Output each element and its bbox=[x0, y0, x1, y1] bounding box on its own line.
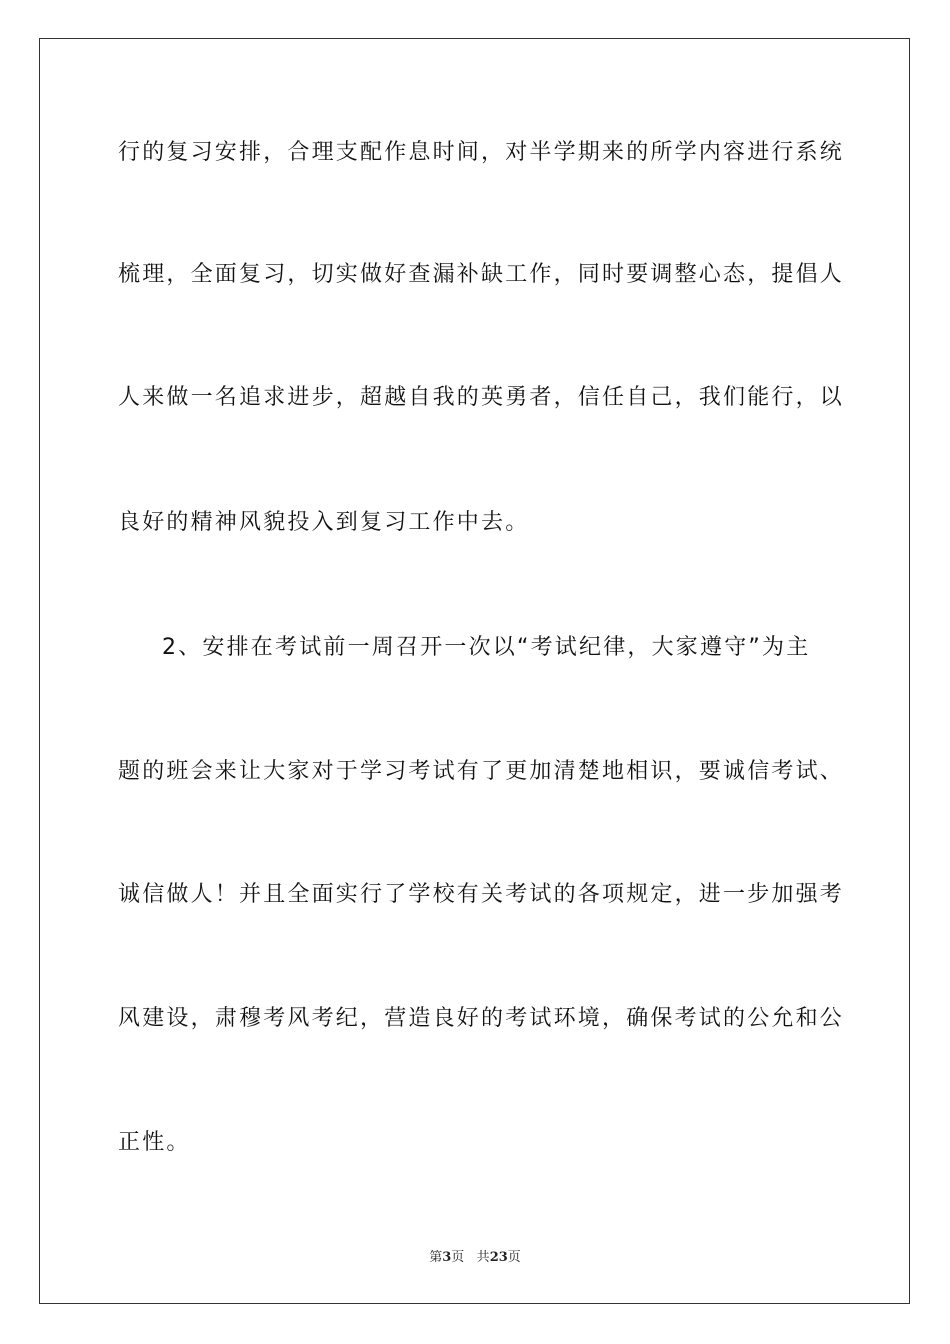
footer-page-number: 3 bbox=[442, 1250, 452, 1265]
paragraph-line-9: 正性。 bbox=[118, 1130, 191, 1155]
page-border bbox=[39, 38, 910, 1304]
footer-total-suffix: 页 bbox=[507, 1250, 521, 1265]
footer-total-prefix: 共 bbox=[476, 1250, 490, 1265]
paragraph-line-3: 人来做一名追求进步，超越自我的英勇者，信任自己，我们能行，以 bbox=[118, 385, 845, 410]
paragraph-line-2: 梳理，全面复习，切实做好查漏补缺工作，同时要调整心态，提倡人 bbox=[118, 262, 845, 287]
paragraph-line-4: 良好的精神风貌投入到复习工作中去。 bbox=[118, 510, 530, 535]
paragraph-line-1: 行的复习安排，合理支配作息时间，对半学期来的所学内容进行系统 bbox=[118, 140, 845, 165]
footer-page-prefix: 第 bbox=[429, 1250, 443, 1265]
paragraph-line-7: 诚信做人！并且全面实行了学校有关考试的各项规定，进一步加强考 bbox=[118, 882, 845, 907]
footer-total-number: 23 bbox=[489, 1250, 508, 1265]
paragraph-line-5: 2、安排在考试前一周召开一次以“考试纪律，大家遵守”为主 bbox=[162, 635, 811, 660]
paragraph-line-6: 题的班会来让大家对于学习考试有了更加清楚地相识，要诚信考试、 bbox=[118, 759, 845, 784]
footer-page-suffix: 页 bbox=[451, 1250, 465, 1265]
paragraph-line-8: 风建设，肃穆考风考纪，营造良好的考试环境，确保考试的公允和公 bbox=[118, 1006, 845, 1031]
page-footer bbox=[0, 1246, 950, 1265]
